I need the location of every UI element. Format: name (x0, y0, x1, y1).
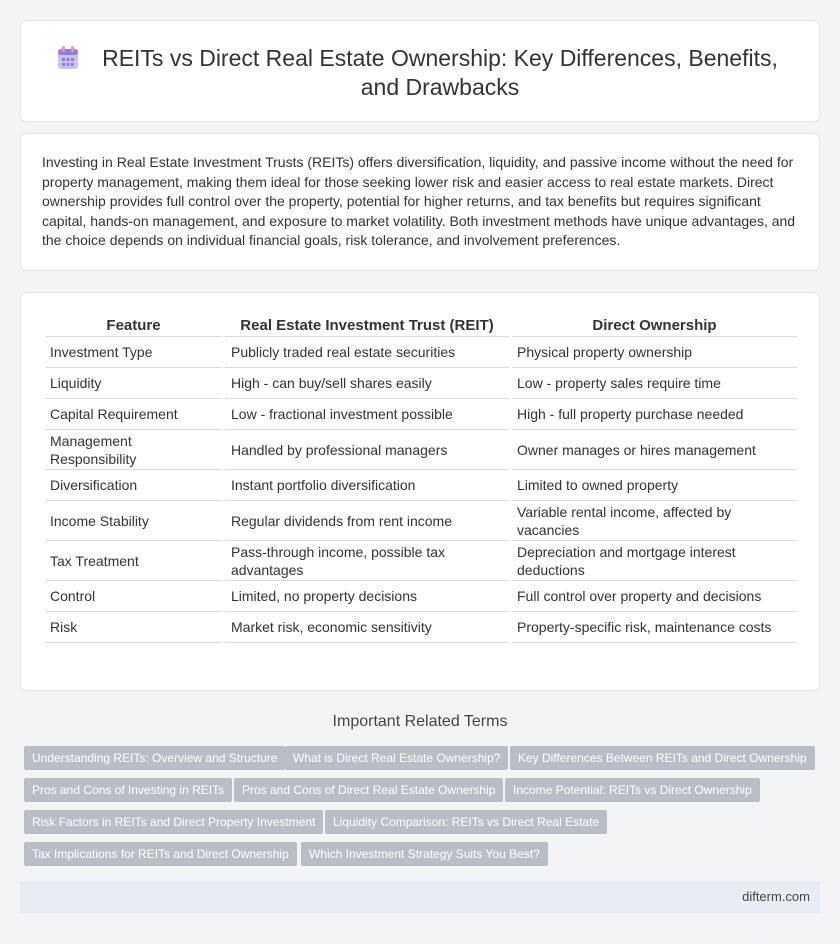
intro-paragraph: Investing in Real Estate Investment Trusts (REITs) offers diversification, liquidity, and passive income without the need for property management, making them ideal for those seeking lower risk and easier access to real estate markets. Direct ownership provides full control over the property, potential for higher returns, and tax benefits but requires significant capital, hands-on management, and exposure to market volatility. Both investment methods have unique advantages, and the choice depends on individual financial goals, risk tolerance, and involvement preferences. (42, 154, 796, 248)
table-row (45, 501, 797, 541)
table-row (45, 470, 797, 501)
header-reit: Real Estate Investment Trust (REIT) (225, 313, 509, 337)
table-row (45, 368, 797, 399)
direct-cell: Property-specific risk, maintenance costs (512, 612, 797, 643)
related-tag[interactable]: What is Direct Real Estate Ownership? (285, 746, 508, 770)
direct-cell: Owner manages or hires management (512, 430, 797, 470)
header-direct: Direct Ownership (512, 313, 797, 337)
reit-cell: Handled by professional managers (225, 430, 509, 470)
reit-cell: Publicly traded real estate securities (225, 337, 509, 368)
comparison-table-card (20, 292, 820, 691)
feature-cell: Liquidity (45, 368, 222, 399)
direct-cell: High - full property purchase needed (512, 399, 797, 430)
table-row (45, 399, 797, 430)
reit-cell: Pass-through income, possible tax advantages (225, 541, 509, 581)
reit-cell: Limited, no property decisions (225, 581, 509, 612)
related-tag[interactable]: Pros and Cons of Direct Real Estate Ownership (234, 778, 503, 802)
related-tag[interactable]: Which Investment Strategy Suits You Best? (301, 842, 548, 866)
related-tag[interactable]: Income Potential: REITs vs Direct Ownership (505, 778, 760, 802)
related-tag[interactable]: Pros and Cons of Investing in REITs (24, 778, 232, 802)
related-tag[interactable]: Key Differences Between REITs and Direct Ownership (510, 746, 815, 770)
reit-cell: High - can buy/sell shares easily (225, 368, 509, 399)
feature-cell: Investment Type (45, 337, 222, 368)
comparison-table (42, 313, 800, 643)
feature-cell: Risk (45, 612, 222, 643)
feature-cell: Control (45, 581, 222, 612)
table-row (45, 612, 797, 643)
table-header-row (45, 313, 797, 337)
related-terms-title: Important Related Terms (332, 713, 508, 730)
direct-cell: Variable rental income, affected by vacancies (512, 501, 797, 541)
footer-site-link[interactable]: difterm.com (742, 889, 810, 904)
direct-cell: Low - property sales require time (512, 368, 797, 399)
table-row (45, 430, 797, 470)
reit-cell: Instant portfolio diversification (225, 470, 509, 501)
feature-cell: Management Responsibility (45, 430, 222, 470)
table-row (45, 581, 797, 612)
intro-card (20, 133, 820, 271)
reit-cell: Regular dividends from rent income (225, 501, 509, 541)
related-tag[interactable]: Understanding REITs: Overview and Structure (24, 746, 285, 770)
title-card (20, 20, 820, 122)
direct-cell: Depreciation and mortgage interest deductions (512, 541, 797, 581)
related-tag[interactable]: Tax Implications for REITs and Direct Ownership (24, 842, 297, 866)
table-row (45, 541, 797, 581)
related-tag[interactable]: Risk Factors in REITs and Direct Property Investment (24, 810, 323, 834)
feature-cell: Capital Requirement (45, 399, 222, 430)
direct-cell: Limited to owned property (512, 470, 797, 501)
feature-cell: Diversification (45, 470, 222, 501)
direct-cell: Full control over property and decisions (512, 581, 797, 612)
header-feature: Feature (45, 313, 222, 337)
table-row (45, 337, 797, 368)
page-title: REITs vs Direct Real Estate Ownership: Key Differences, Benefits, and Drawbacks (102, 45, 778, 100)
footer (20, 881, 820, 913)
reit-cell: Market risk, economic sensitivity (225, 612, 509, 643)
reit-cell: Low - fractional investment possible (225, 399, 509, 430)
feature-cell: Tax Treatment (45, 541, 222, 581)
related-tag[interactable]: Liquidity Comparison: REITs vs Direct Real Estate (325, 810, 607, 834)
feature-cell: Income Stability (45, 501, 222, 541)
direct-cell: Physical property ownership (512, 337, 797, 368)
